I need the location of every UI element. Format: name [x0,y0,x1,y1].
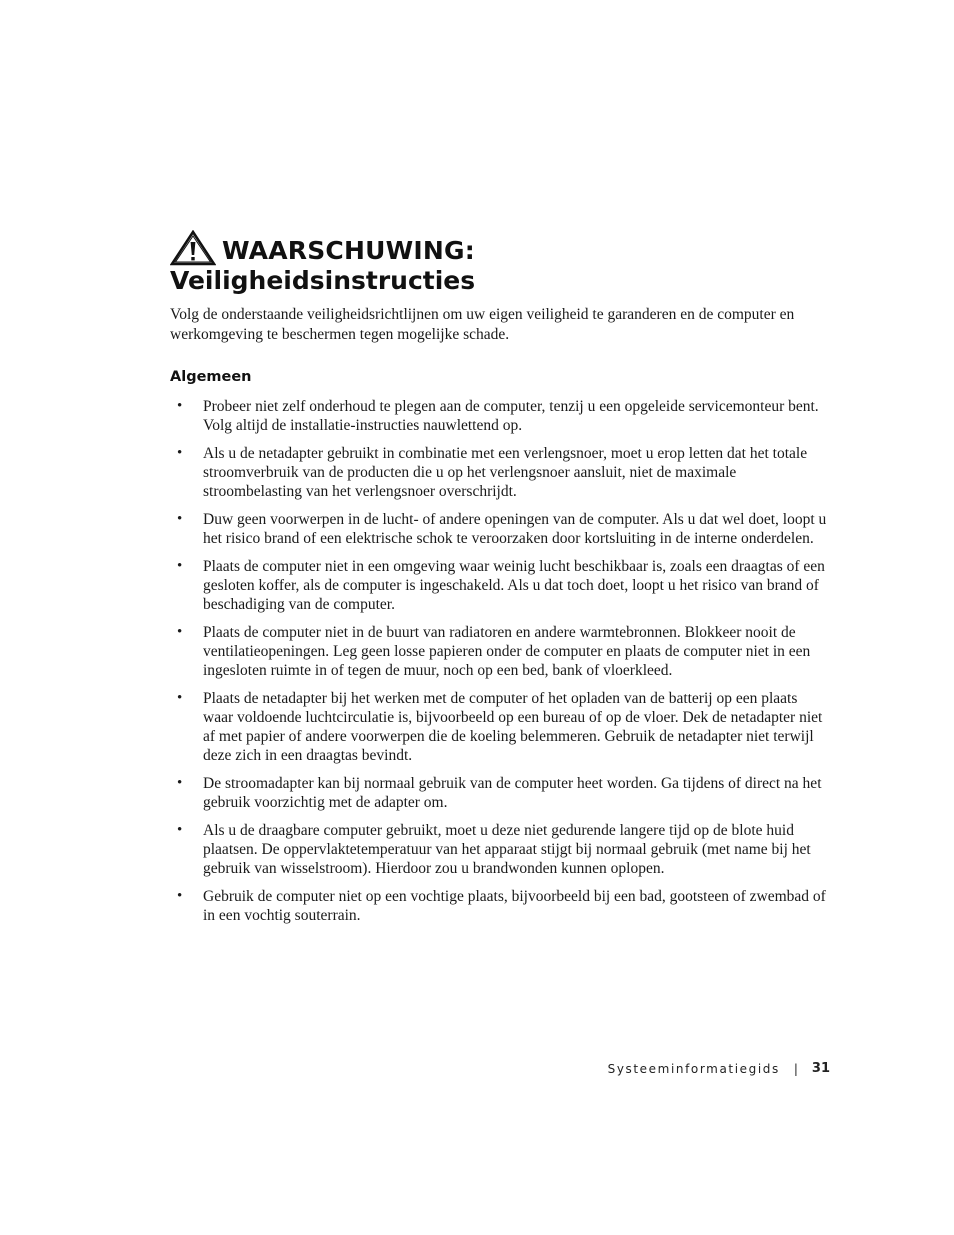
list-item-text: Als u de draagbare computer gebruikt, moet u deze niet gedurende langere tijd op de blote huid plaatsen. De oppervlaktetemperatuur van het apparaat stijgt bij normaal gebruik (met name bij het gebruik van wisselstroom). Hierdoor zou u brandwonden kunnen oplopen. [203,822,811,877]
warning-triangle-icon [170,230,216,266]
bullet-icon: • [177,775,183,791]
page-title-prefix: WAARSCHUWING: [222,236,475,265]
list-item-text: Gebruik de computer niet op een vochtige plaats, bijvoorbeeld bij een bad, gootsteen of zwembad of in een vochtig souterrain. [203,888,826,924]
list-item-text: Probeer niet zelf onderhoud te plegen aan de computer, tenzij u een opgeleide servicemonteur bent. Volg altijd de installatie-instructies nauwlettend op. [203,398,819,434]
bullet-icon: • [177,690,183,706]
list-item [170,689,830,765]
bullet-icon: • [177,822,183,838]
list-item [170,444,830,501]
safety-list [170,397,830,934]
page-footer [608,1061,830,1076]
list-item-text: Plaats de computer niet in de buurt van radiatoren en andere warmtebronnen. Blokkeer nooit de ventilatieopeningen. Leg geen losse papieren onder de computer en plaats de computer niet in een ingesloten ruimte in of tegen de muur, noch op een bed, bank of vloerkleed. [203,624,811,679]
list-item [170,557,830,614]
list-item [170,774,830,812]
list-item-text: Plaats de computer niet in een omgeving waar weinig lucht beschikbaar is, zoals een draagtas of een gesloten koffer, als de computer is ingeschakeld. Als u dat toch doet, loopt u het risico van brand of beschadiging van de computer. [203,558,825,613]
bullet-icon: • [177,511,183,527]
section-heading: Algemeen [170,369,252,385]
page-number: 31 [811,1061,830,1076]
list-item-text: De stroomadapter kan bij normaal gebruik van de computer heet worden. Ga tijdens of direct na het gebruik voorzichtig met de adapter om. [203,775,822,811]
bullet-icon: • [177,398,183,414]
title-line-1 [170,228,810,266]
bullet-icon: • [177,445,183,461]
list-item-text: Plaats de netadapter bij het werken met de computer of het opladen van de batterij op een plaats waar voldoende luchtcirculatie is, bijvoorbeeld op een bureau of op de vloer. Dek de netadapter niet af met papier of andere voorwerpen die de koeling belemmeren. Gebruik de netadapter niet terwijl deze zich in een draagtas bevindt. [203,690,823,764]
bullet-icon: • [177,624,183,640]
list-item-text: Duw geen voorwerpen in de lucht- of andere openingen van de computer. Als u dat wel doet, loopt u het risico brand of een elektrische schok te veroorzaken door kortsluiting in de interne onderdelen. [203,511,827,547]
footer-separator: | [793,1061,798,1076]
intro-paragraph: Volg de onderstaande veiligheidsrichtlijnen om uw eigen veiligheid te garanderen en de computer en werkomgeving te beschermen tegen mogelijke schade. [170,306,795,343]
page-title: Veiligheidsinstructies [170,266,476,295]
footer-title: Systeeminformatiegids [607,1061,780,1076]
list-item-text: Als u de netadapter gebruikt in combinatie met een verlengsnoer, moet u erop letten dat het totale stroomverbruik van de producten die u op het verlengsnoer aansluit, niet de maximale stroombelasting van het verlengsnoer overschrijdt. [203,445,808,500]
list-item [170,510,830,548]
list-item [170,623,830,680]
bullet-icon: • [177,558,183,574]
bullet-icon: • [177,888,183,904]
list-item [170,397,830,435]
list-item [170,821,830,878]
list-item [170,887,830,925]
title-block [170,228,810,296]
